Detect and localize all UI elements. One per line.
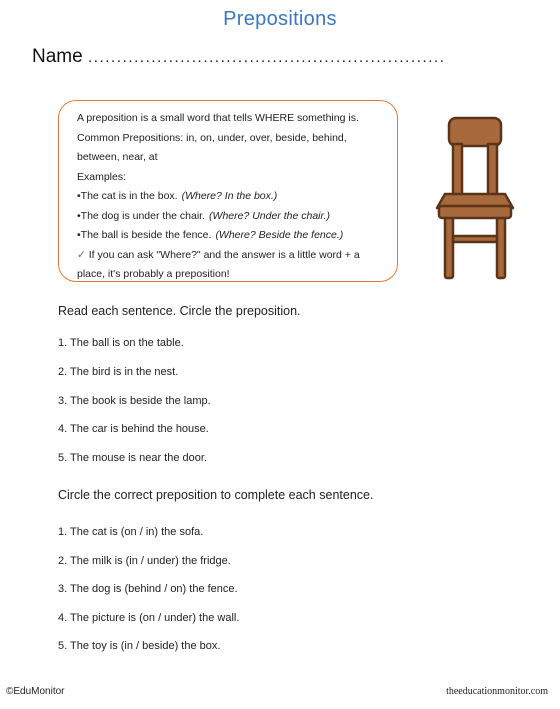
example-text: •The dog is	[77, 209, 133, 222]
example-2	[77, 207, 383, 227]
example-text: the box.	[140, 190, 178, 202]
section1-item-4: 4. The car is behind the house.	[58, 423, 209, 435]
example-text: the fence.	[165, 229, 212, 241]
common-prepositions-line-cont: between, near, at	[77, 151, 158, 163]
check-icon: ✓	[77, 248, 86, 261]
tip-line-cont: place, it's probably a preposition!	[77, 268, 230, 280]
definition-line: A preposition is a small word that tells WHERE something is.	[77, 112, 359, 124]
example-3	[77, 226, 383, 246]
section1-item-5: 5. The mouse is near the door.	[58, 452, 207, 464]
copyright: ©EduMonitor	[6, 686, 65, 697]
section2-item-4: 4. The picture is (on / under) the wall.	[58, 612, 240, 624]
section1-item-1: 1. The ball is on the table.	[58, 337, 184, 349]
name-label: Name	[32, 46, 83, 67]
example-1	[77, 187, 383, 207]
example-preposition: in	[129, 190, 141, 202]
chair-icon	[431, 112, 519, 284]
definition-box	[58, 100, 398, 282]
website-url: theeducationmonitor.com	[446, 686, 548, 697]
section1-item-2: 2. The bird is in the nest.	[58, 366, 179, 378]
examples-label: Examples:	[77, 170, 127, 183]
section2-item-3: 3. The dog is (behind / on) the fence.	[58, 583, 238, 595]
worksheet-title: Prepositions	[223, 8, 337, 30]
section2-instructions: Circle the correct preposition to complete each sentence.	[58, 488, 374, 502]
example-preposition: under	[132, 209, 163, 222]
section2-item-2: 2. The milk is (in / under) the fridge.	[58, 555, 231, 567]
section1-item-3: 3. The book is beside the lamp.	[58, 395, 211, 407]
section1-instructions: Read each sentence. Circle the preposition.	[58, 304, 301, 318]
section2-item-5: 5. The toy is (in / beside) the box.	[58, 640, 221, 652]
section2-item-1: 1. The cat is (on / in) the sofa.	[58, 526, 204, 538]
tip-line	[77, 246, 383, 266]
name-line	[32, 46, 446, 68]
common-prepositions-line: Common Prepositions: in, on, under, over, beside, behind,	[77, 131, 347, 144]
example-text: the chair.	[162, 209, 206, 222]
example-text: •The ball is	[77, 229, 132, 241]
name-dots: ..............................................................	[87, 49, 446, 66]
example-explanation: (Where? Beside the fence.)	[215, 229, 344, 241]
example-text: •The cat is	[77, 190, 130, 202]
example-preposition: beside	[131, 229, 166, 241]
tip-text: If you can ask "Where?" and the answer is a little word + a	[85, 248, 360, 261]
example-explanation: (Where? Under the chair.)	[209, 209, 331, 222]
example-explanation: (Where? In the box.)	[181, 190, 278, 202]
